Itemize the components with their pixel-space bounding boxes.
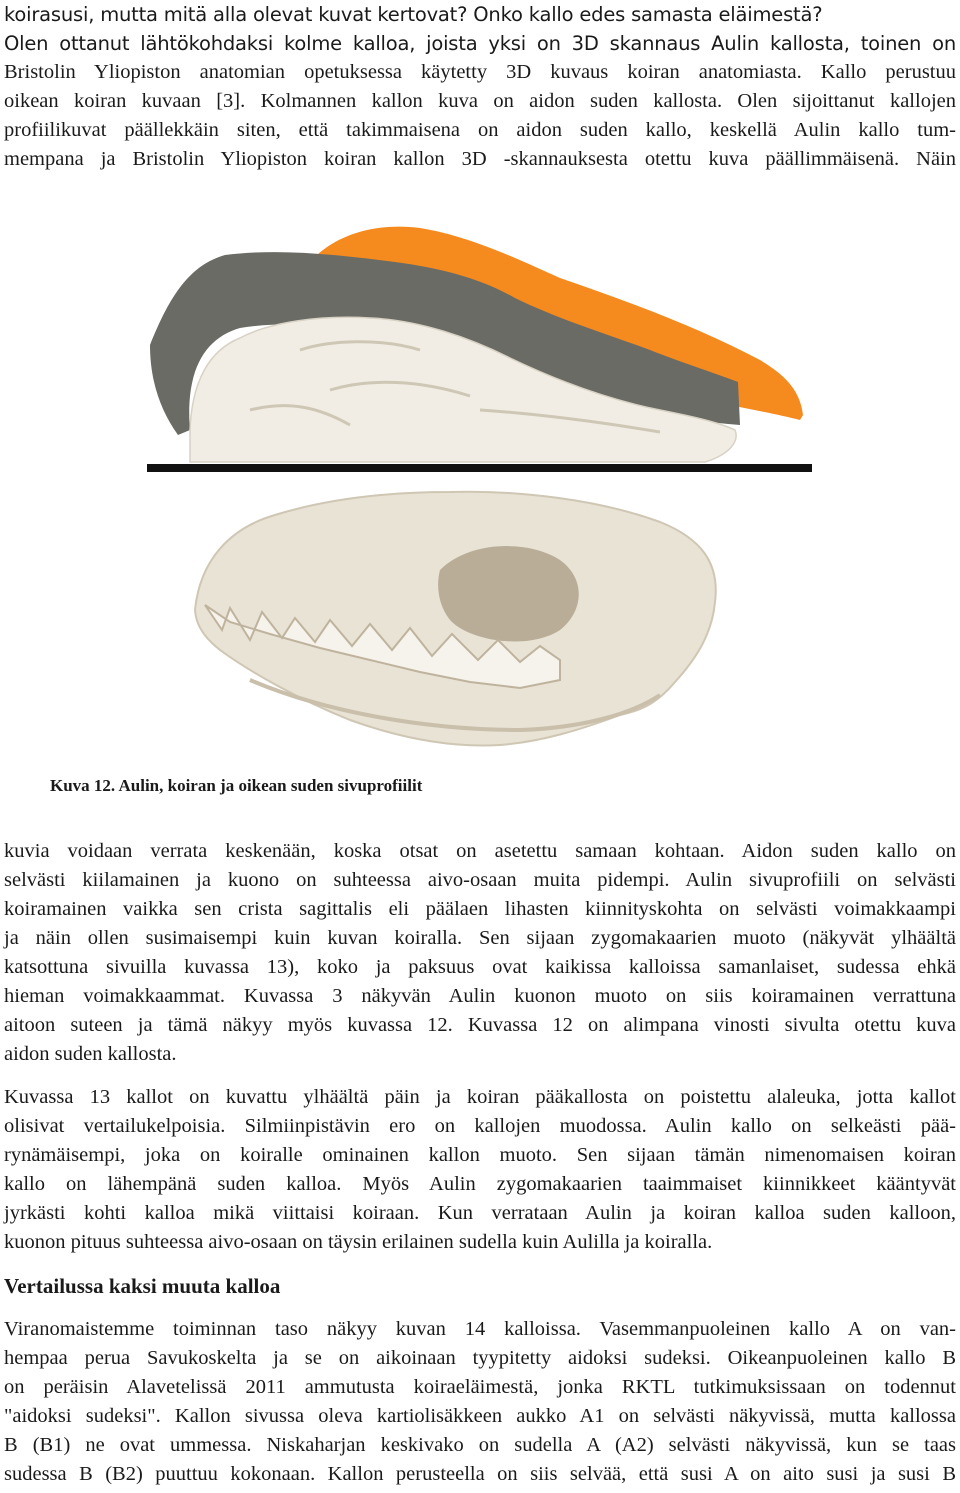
text-line: koiramainen vaikka sen crista sagittalis eli päälaen lihasten kiinnityskohta on selvästi voimakkaampi	[4, 898, 956, 920]
text-line: sudessa B (B2) puuttuu kokonaan. Kallon perusteella on siis selvää, että susi A on aito susi ja susi B	[4, 1463, 956, 1485]
figure-top-overlay	[147, 227, 812, 472]
text-line: Kuvassa 13 kallot on kuvattu ylhäältä päin ja koiran pääkallosta on poistettu alaleuka, jotta kallot	[4, 1086, 956, 1108]
text-line: aitoon suteen ja tämä näkyy myös kuvassa 12. Kuvassa 12 on alimpana vinosti sivulta otettu kuva	[4, 1014, 956, 1036]
text-line: profiilikuvat päällekkäin siten, että takimmaisena on aidon suden kallo, keskellä Aulin kallo tum-	[4, 119, 956, 141]
text-line: koirasusi, mutta mitä alla olevat kuvat kertovat? Onko kallo edes samasta eläimestä?	[4, 3, 823, 26]
text-line: on peräisin Alavetelissä 2011 ammutusta koiraeläimestä, jonka RKTL tutkimuksissaan on todennut	[4, 1376, 956, 1398]
paragraph-top-view	[4, 1083, 956, 1257]
text-line: Viranomaistemme toiminnan taso näkyy kuvan 14 kalloissa. Vasemmanpuoleinen kallo A on van-	[4, 1318, 956, 1340]
paragraph-comparison	[4, 837, 956, 1069]
text-line: hempaa perua Savukoskelta ja se on aikoinaan tyypitetty aidoksi sudeksi. Oikeanpuoleinen kallo B	[4, 1347, 956, 1369]
text-line: olisivat vertailukelpoisia. Silmiinpistävin ero on kallojen muodossa. Aulin kallo on selkeästi pää-	[4, 1115, 956, 1137]
text-line: Olen ottanut lähtökohdaksi kolme kalloa, joista yksi on 3D skannaus Aulin kallosta, toinen on	[4, 32, 956, 55]
text-line: ja näin ollen susimaisempi kuin kuvan koiralla. Sen sijaan zygomakaarien muoto (näkyvät ylhäältä	[4, 927, 956, 949]
text-line: hieman voimakkaammat. Kuvassa 3 näkyvän Aulin kuonon muoto on siis koiramainen verrattuna	[4, 985, 956, 1007]
divider-line	[147, 464, 812, 472]
section-heading: Vertailussa kaksi muuta kalloa	[4, 1274, 281, 1298]
text-line: aidon suden kallosta.	[4, 1043, 177, 1065]
text-line: mempana ja Bristolin Yliopiston koiran kallon 3D -skannauksesta otettu kuva päällimmäisenä. Näin	[4, 148, 956, 170]
text-line: kuvia voidaan verrata keskenään, koska otsat on asetettu samaan kohtaan. Aidon suden kallo on	[4, 840, 956, 862]
figure-caption: Kuva 12. Aulin, koiran ja oikean suden sivuprofiilit	[50, 776, 423, 795]
text-line: Bristolin Yliopiston anatomian opetuksessa käytetty 3D kuvaus koiran anatomiasta. Kallo perustuu	[4, 61, 956, 83]
paragraph-other-skulls	[4, 1315, 956, 1489]
text-line: selvästi kiilamainen ja kuono on suhteessa aivo-osaan muita pidempi. Aulin sivuprofiili on selvästi	[4, 869, 956, 891]
skull-profiles-figure	[0, 210, 960, 770]
intro-paragraph	[4, 0, 956, 174]
text-line: kallo on lähempänä suden kalloa. Myös Aulin zygomakaarien taaimmaiset kiinnikkeet kääntyvät	[4, 1173, 956, 1195]
text-line: kuonon pituus suhteessa aivo-osaan on täysin erilainen sudella kuin Aulilla ja koiralla.	[4, 1231, 713, 1253]
text-line: oikean koiran kuvaan [3]. Kolmannen kallon kuva on aidon suden kallosta. Olen sijoittanut kallojen	[4, 90, 956, 112]
text-line: "aidoksi sudeksi". Kallon sivussa oleva kartiolisäkkeen aukko A1 on selvästi näkyvissä, mutta kallossa	[4, 1405, 956, 1427]
wolf-skull-eye-socket	[438, 546, 579, 641]
text-line: rynämäisempi, joka on koiralle ominainen kallon muoto. Sen sijaan tämän nimenomaisen koiran	[4, 1144, 956, 1166]
text-line: jyrkästi kohti kalloa mikä viittaisi koiraan. Kun verrataan Aulin ja koiran kalloa suden kalloon,	[4, 1202, 956, 1224]
text-line: katsottuna sivuilla kuvassa 13), koko ja paksuus ovat kaikissa kalloissa samanlaiset, sudessa ehkä	[4, 956, 956, 978]
text-line: B (B1) ne ovat ummessa. Niskaharjan keskivako on sudella A (A2) selvästi näkyvissä, kun se taas	[4, 1434, 956, 1456]
wolf-skull-photo	[195, 492, 716, 746]
